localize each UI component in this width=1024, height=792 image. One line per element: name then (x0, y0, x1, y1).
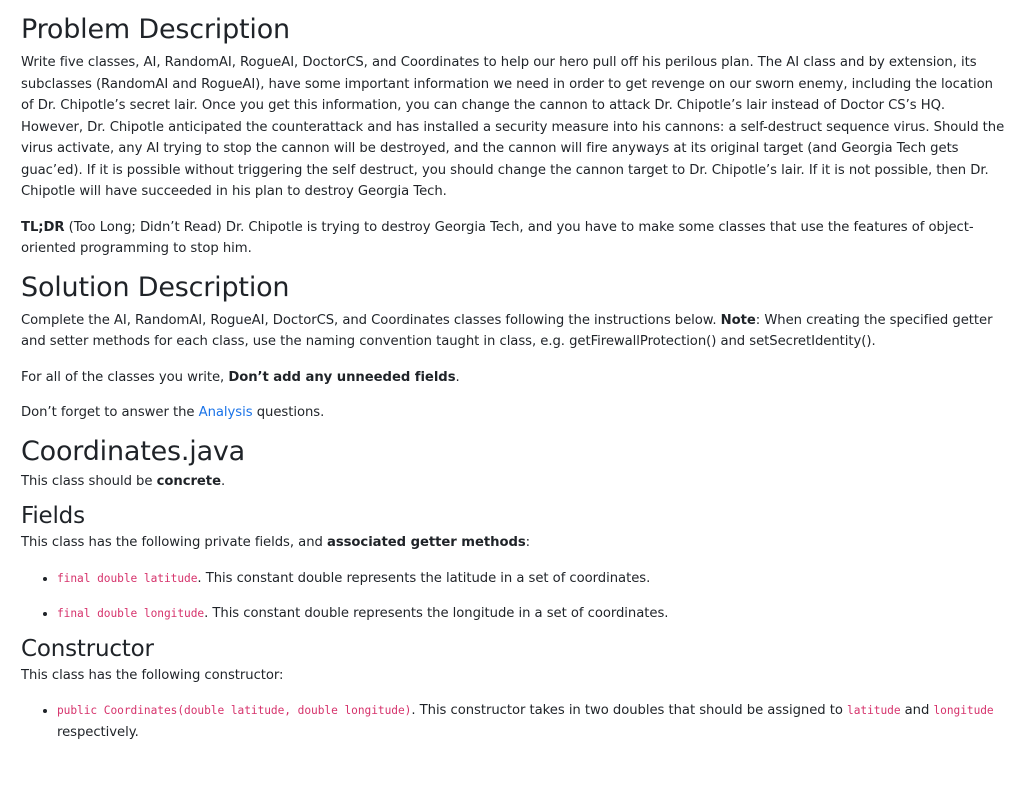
problem-title: Problem Description (21, 14, 290, 45)
fields-intro-bold: associated getter methods (326, 535, 526, 550)
constructor-list (21, 700, 1006, 743)
longitude-code: longitude (933, 704, 994, 717)
field-code: final double latitude (57, 571, 198, 585)
fields-intro (21, 532, 1006, 554)
analysis-paragraph (21, 402, 1006, 424)
constructor-title: Constructor (21, 635, 154, 662)
problem-paragraph: Write five classes, AI, RandomAI, RogueAI, DoctorCS, and Coordinates to help our hero pull off his perilous plan. The AI class and by extension, its subclasses (RandomAI and RogueAI), have some important information we need in order to get revenge on our sworn enemy, including the location of Dr. Chipotle’s secret lair. Once you get this information, you can change the cannon to attack Dr. Chipotle’s lair instead of Doctor CS’s HQ. However, Dr. Chipotle anticipated the counterattack and has installed a security measure into his cannons: a self-destruct sequence virus. Should the virus activate, any AI trying to stop the cannon will be destroyed, and the cannon will fire anyways at its original target (and Georgia Tech gets guac’ed). If it is possible without triggering the self destruct, you should change the cannon target to Dr. Chipotle’s lair. If it is not possible, then Dr. Chipotle will have succeeded in his plan to destroy Georgia Tech. (21, 55, 1005, 199)
constructor-code: public Coordinates(double latitude, double longitude) (57, 704, 412, 717)
analysis-text: Don’t forget to answer the (21, 405, 199, 420)
coordinates-intro (21, 471, 1006, 493)
fields-list (21, 568, 1006, 625)
analysis-link[interactable]: Analysis (198, 405, 253, 420)
constructor-intro: This class has the following constructor: (21, 667, 284, 683)
coordinates-intro-end: . (220, 473, 226, 489)
tldr-label: TL;DR (21, 219, 65, 235)
fields-title: Fields (21, 503, 85, 529)
coordinates-title: Coordinates.java (21, 435, 246, 467)
note-label: Note (720, 312, 756, 328)
fields-intro-text: This class has the following private fields, and (21, 535, 327, 550)
field-code: final double longitude (57, 607, 205, 620)
fields-rule-end: . (455, 369, 460, 385)
fields-intro-end: : (525, 535, 531, 550)
tldr-text: (Too Long; Didn’t Read) Dr. Chipotle is trying to destroy Georgia Tech, and you have to make some classes that use the features of object-oriented programming to stop him. (21, 219, 974, 256)
coordinates-intro-text: This class should be (21, 473, 157, 489)
fields-rule-paragraph (21, 367, 1006, 389)
list-item (57, 568, 1006, 590)
latitude-code: latitude (847, 704, 901, 717)
field-desc: . This constant double represents the longitude in a set of coordinates. (204, 606, 669, 621)
solution-paragraph (21, 310, 1006, 353)
constructor-desc: . This constructor takes in two doubles that should be assigned to (411, 703, 848, 718)
solution-text: Complete the AI, RandomAI, RogueAI, DoctorCS, and Coordinates classes following the instructions below. (21, 312, 721, 328)
coordinates-intro-bold: concrete (156, 473, 221, 489)
list-item (57, 603, 1006, 625)
tldr-paragraph (21, 217, 1006, 260)
solution-title: Solution Description (21, 271, 290, 303)
solution-note-text: : When creating the specified getter and setter methods for each class, use the naming convention taught in class, e.g. getFirewallProtection() and setSecretIdentity(). (21, 312, 993, 349)
field-desc: . This constant double represents the latitude in a set of coordinates. (197, 570, 651, 586)
respectively-text: respectively. (57, 724, 139, 740)
fields-rule-text: For all of the classes you write, (21, 369, 229, 385)
analysis-end: questions. (252, 405, 325, 420)
list-item (57, 700, 1006, 743)
and-text: and (900, 703, 934, 718)
fields-rule-bold: Don’t add any unneeded fields (228, 369, 456, 385)
